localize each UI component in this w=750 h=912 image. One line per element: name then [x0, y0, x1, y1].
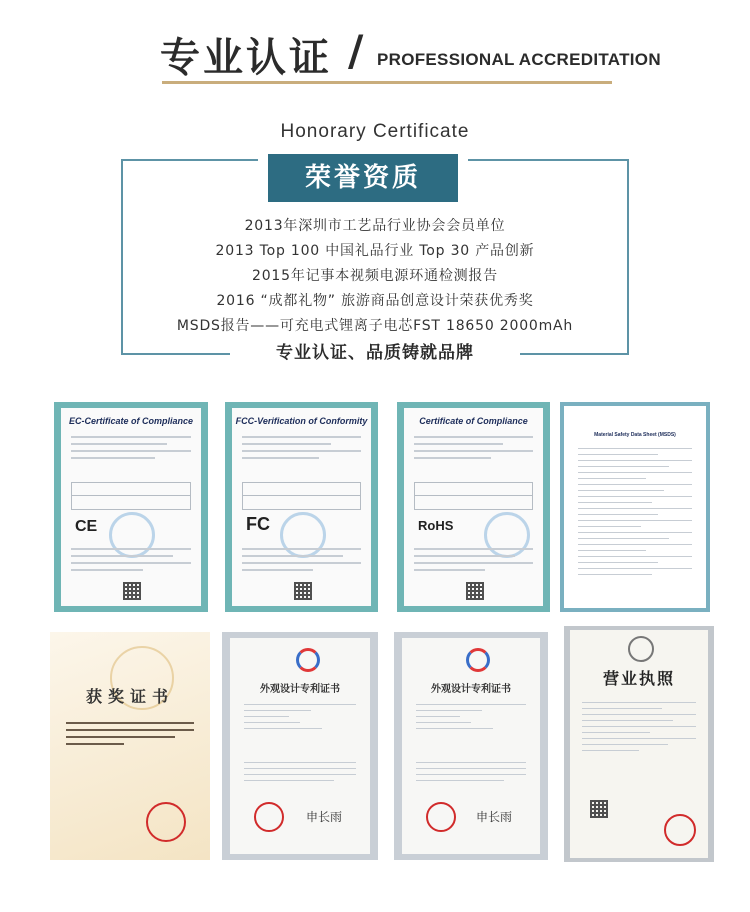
certificate-title: Material Safety Data Sheet (MSDS) [594, 432, 676, 438]
certificate-paper [402, 638, 540, 854]
seal-stamp-icon [146, 802, 186, 842]
honors-list [121, 214, 629, 339]
seal-stamp-icon [426, 802, 456, 832]
national-emblem-icon [628, 636, 654, 662]
seal-stamp-icon [664, 814, 696, 846]
certificate-paper [570, 630, 708, 858]
certificate-paper [564, 406, 706, 608]
certificate-paper [404, 408, 543, 606]
honors-item: 2013年深圳市工艺品行业协会会员单位 [244, 218, 506, 234]
patent-logo-icon [466, 648, 490, 672]
text-lines [414, 548, 533, 576]
certificate-paper [50, 632, 210, 860]
slogan: 专业认证、品质铸就品牌 [276, 343, 474, 363]
rohs-certificate [397, 402, 550, 612]
honors-badge: 荣誉资质 [268, 154, 458, 202]
certificate-title: 外观设计专利证书 [260, 684, 340, 695]
patent-logo-icon [296, 648, 320, 672]
text-lines [66, 722, 194, 750]
text-lines [244, 704, 356, 734]
rohs-mark: RoHS [418, 518, 454, 533]
seal-stamp-icon [254, 802, 284, 832]
results-table [414, 482, 533, 510]
text-lines [242, 436, 361, 464]
ec-certificate [54, 402, 208, 612]
design-patent-certificate [222, 632, 378, 860]
certificate-title: EC-Certificate of Compliance [68, 416, 194, 426]
certificate-title: FCC-Verification of Conformity [235, 416, 368, 426]
business-license [564, 626, 714, 862]
design-patent-certificate [394, 632, 548, 860]
certificate-title: 外观设计专利证书 [431, 684, 511, 695]
honorary-subtitle: Honorary Certificate [280, 121, 470, 142]
fcc-certificate [225, 402, 378, 612]
text-lines [416, 704, 526, 734]
text-lines [578, 448, 692, 580]
signature: 申长雨 [306, 810, 343, 824]
qr-code-icon [294, 582, 312, 600]
slogan-wrap [230, 338, 520, 368]
honors-item: MSDS报告——可充电式锂离子电芯FST 18650 2000mAh [176, 318, 574, 334]
text-lines [416, 762, 526, 786]
honors-item: 2015年记事本视频电源环通检测报告 [251, 268, 499, 284]
honors-item: 2013 Top 100 中国礼品行业 Top 30 产品创新 [215, 243, 535, 259]
ce-mark: CE [75, 518, 98, 535]
signature: 申长雨 [476, 810, 513, 824]
text-lines [244, 762, 356, 786]
certificate-paper [230, 638, 370, 854]
award-certificate [50, 632, 210, 860]
text-lines [414, 436, 533, 464]
honors-item: 2016 “成都礼物” 旅游商品创意设计荣获优秀奖 [216, 293, 534, 309]
results-table [71, 482, 191, 510]
section-header [0, 0, 750, 100]
text-lines [71, 436, 191, 464]
certificate-title: Certificate of Compliance [419, 416, 528, 426]
certificate-paper [61, 408, 201, 606]
certificate-title: 获奖证书 [85, 687, 174, 706]
header-separator: / [348, 26, 364, 75]
results-table [242, 482, 361, 510]
certificate-paper [232, 408, 371, 606]
text-lines [242, 548, 361, 576]
fc-mark: FC [246, 514, 270, 534]
header-title-en: PROFESSIONAL ACCREDITATION [377, 50, 661, 69]
qr-code-icon [590, 800, 608, 818]
honors-badge-wrap [258, 150, 468, 206]
text-lines [71, 548, 191, 576]
msds-report [560, 402, 710, 612]
certificate-title: 营业执照 [602, 669, 675, 688]
text-lines [582, 702, 696, 756]
qr-code-icon [466, 582, 484, 600]
header-title-cn: 专业认证 [160, 35, 332, 81]
header-underline [162, 81, 612, 84]
qr-code-icon [123, 582, 141, 600]
